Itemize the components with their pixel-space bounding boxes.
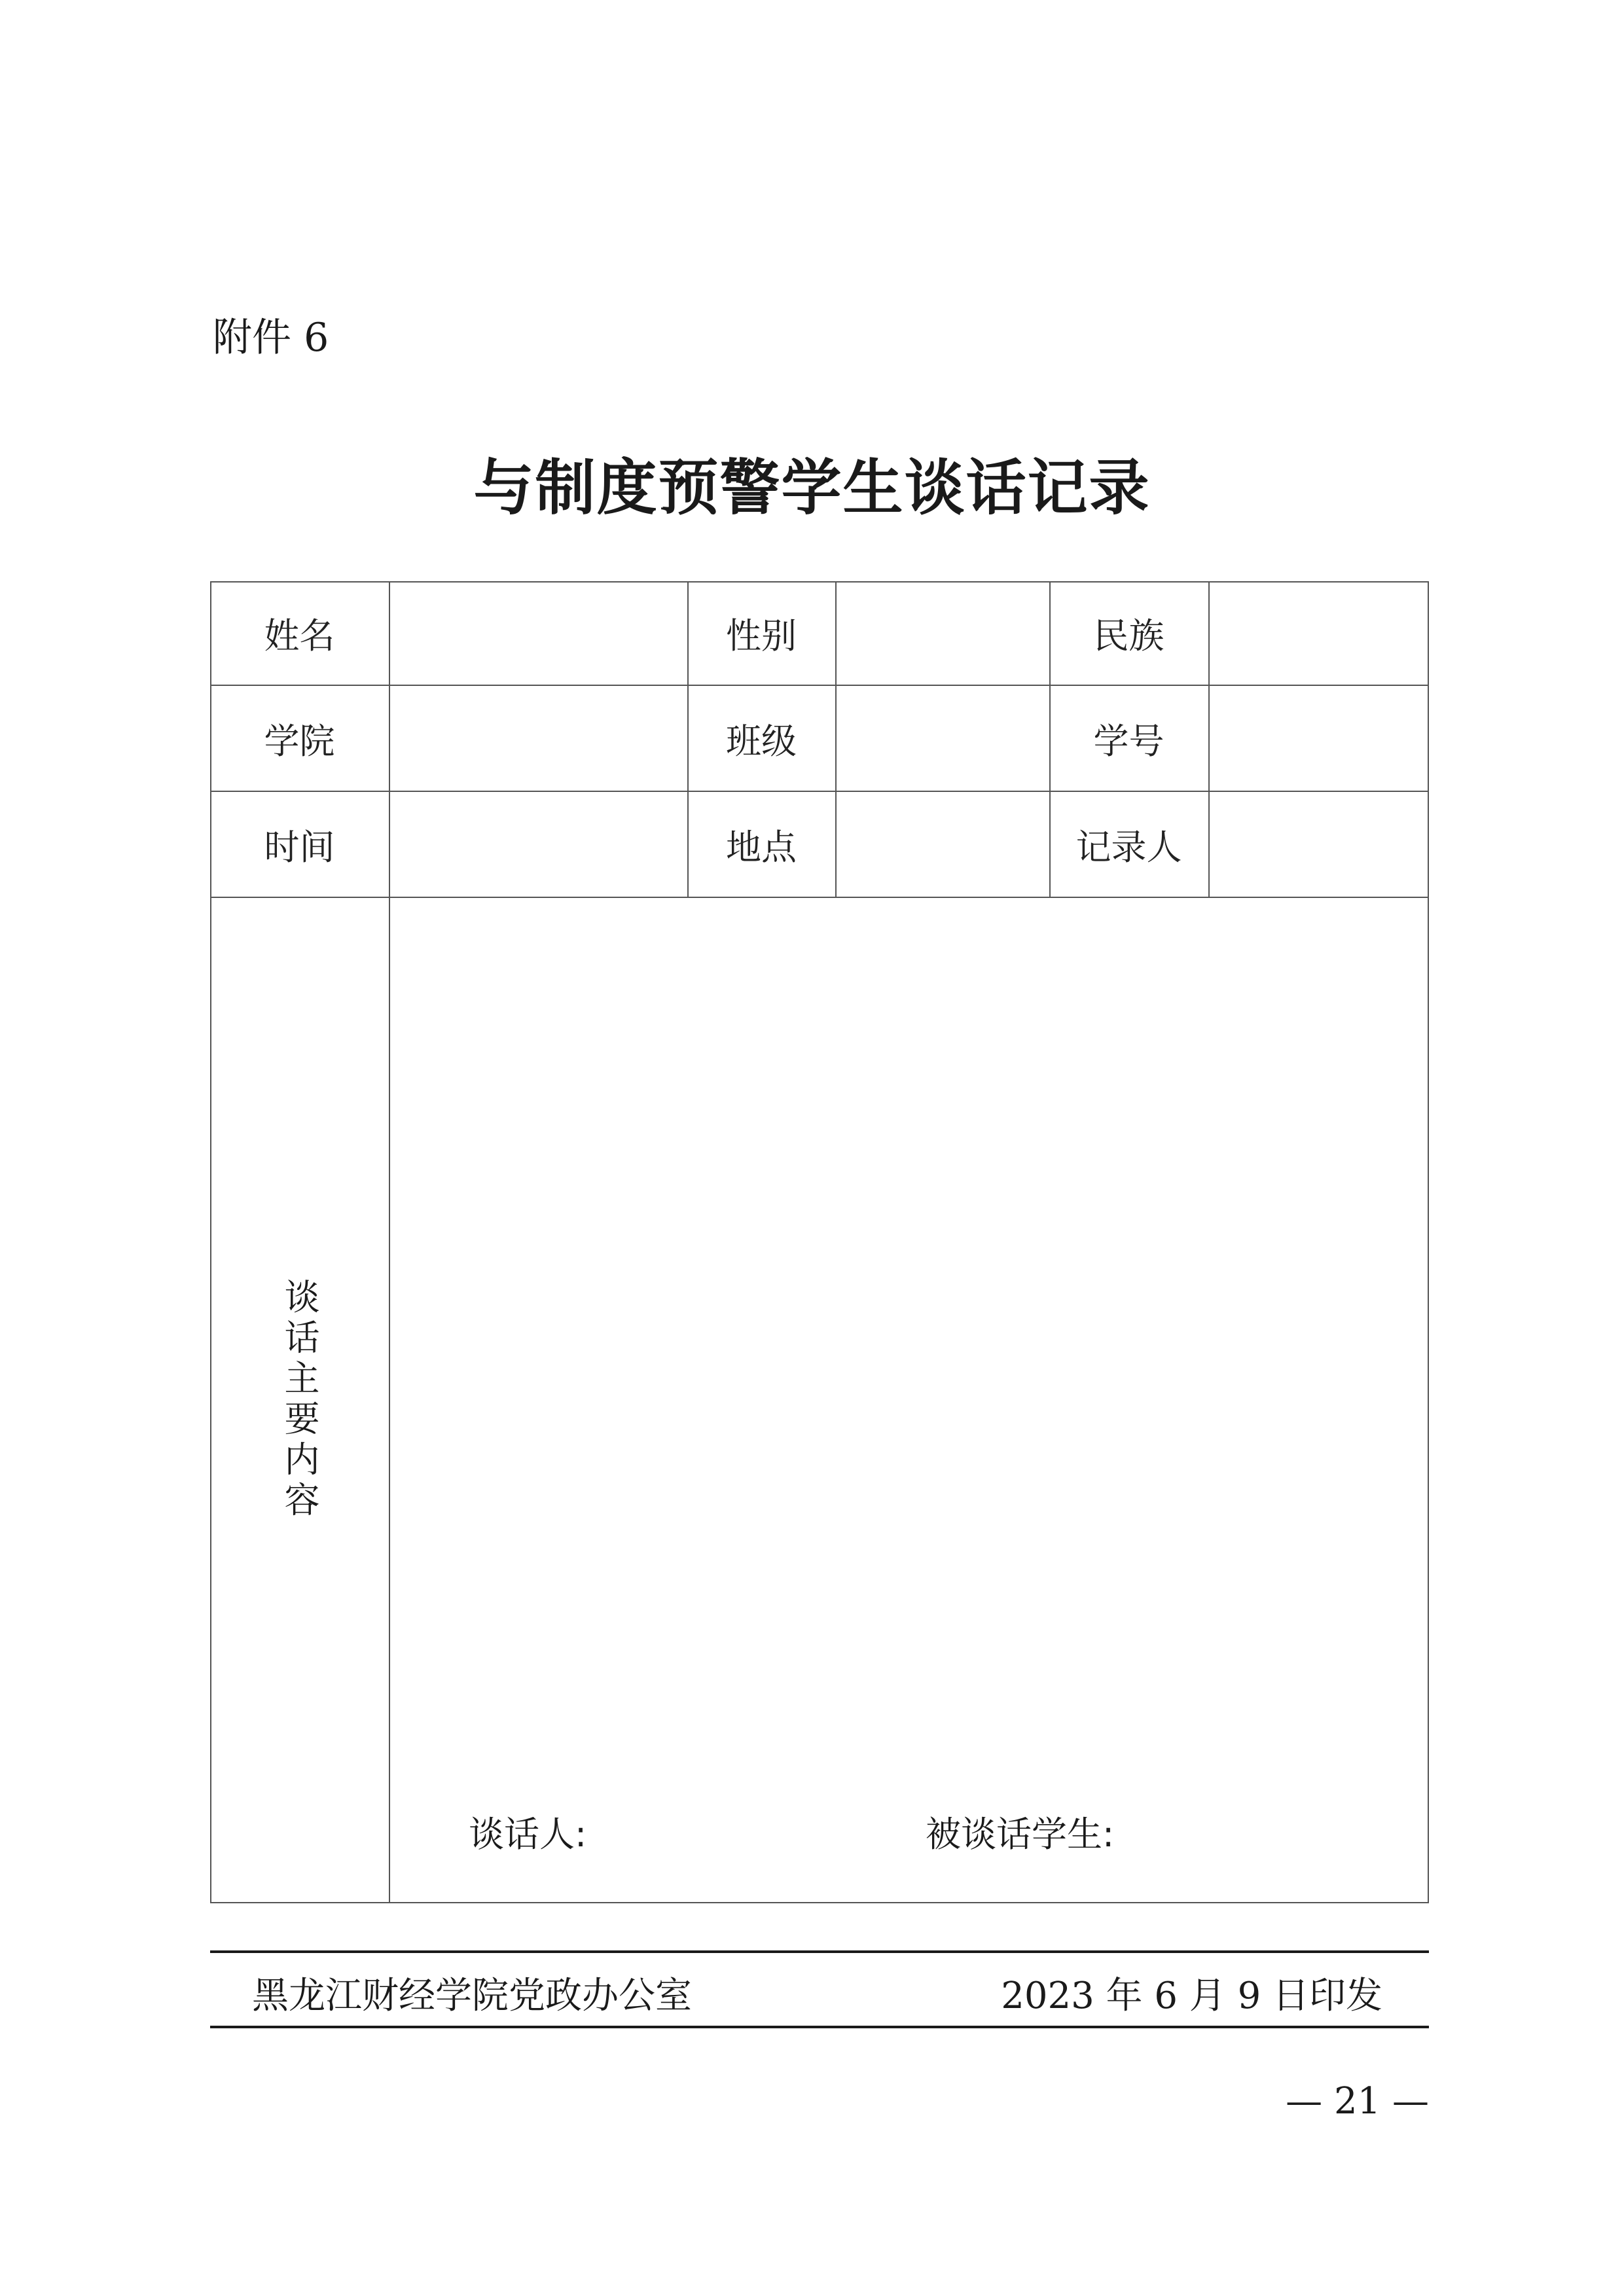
student-signature-label: 被谈话学生: (926, 1814, 1115, 1855)
college-field[interactable] (390, 686, 687, 791)
issuer: 黑龙江财经学院党政办公室 (252, 1975, 692, 2017)
name-label: 姓名 (264, 615, 335, 656)
class-label: 班级 (726, 720, 797, 762)
page-number: — 21 — (1286, 2080, 1429, 2123)
place-field[interactable] (837, 792, 1049, 897)
content-field[interactable] (390, 898, 1428, 1902)
record-form-table (210, 581, 1429, 1903)
footer-bottom-rule (210, 2026, 1429, 2028)
time-label: 时间 (264, 826, 335, 868)
time-field[interactable] (390, 792, 687, 897)
gender-label: 性别 (726, 615, 797, 656)
issue-date: 2023 年 6 月 9 日印发 (1001, 1975, 1382, 2017)
table-border-right (1428, 581, 1429, 1903)
college-label: 学院 (264, 720, 335, 762)
ethnicity-field[interactable] (1210, 583, 1428, 685)
class-field[interactable] (837, 686, 1049, 791)
student-id-field[interactable] (1210, 686, 1428, 791)
place-label: 地点 (726, 826, 797, 868)
gender-field[interactable] (837, 583, 1049, 685)
ethnicity-label: 民族 (1093, 615, 1164, 656)
attachment-label: 附件 6 (213, 315, 329, 361)
document-title: 与制度预警学生谈话记录 (473, 452, 1151, 523)
student-id-label: 学号 (1093, 720, 1164, 762)
recorder-label: 记录人 (1075, 826, 1182, 868)
footer-top-rule (210, 1950, 1429, 1953)
table-border-bottom (210, 1902, 1429, 1903)
name-field[interactable] (390, 583, 687, 685)
recorder-field[interactable] (1210, 792, 1428, 897)
content-label: 谈话主要内容 (279, 1278, 320, 1522)
interviewer-label: 谈话人: (469, 1814, 587, 1855)
